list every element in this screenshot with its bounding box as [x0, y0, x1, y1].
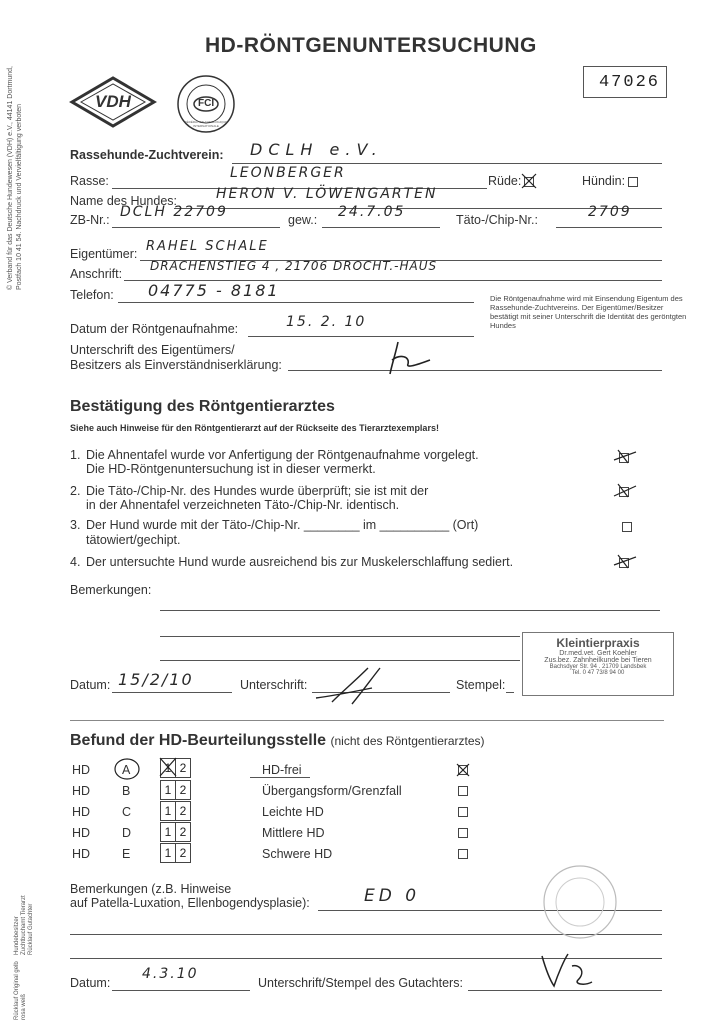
hd-row-e-grade: E	[122, 847, 131, 861]
verein-value: DCLH e.V.	[250, 140, 383, 159]
hd-row-a-label: HD	[72, 763, 91, 777]
telefon-value: 04775 - 8181	[148, 281, 280, 300]
hd-d-1[interactable]: 1	[161, 823, 176, 842]
item3-checkbox[interactable]	[622, 522, 632, 532]
gutachter-datum-line	[112, 990, 250, 991]
copyright-side-text: © Verband für das Deutsche Hundewesen (VDH) e.V., 44141 Dortmund, Postfach 10 41 54. Nachdruck und Vervielfältigung verboten	[7, 66, 23, 290]
owner-signature	[370, 338, 440, 378]
item4-checkbox[interactable]	[619, 558, 629, 568]
section-divider	[70, 720, 664, 721]
hd-row-b-grid	[160, 780, 191, 800]
item3-line1: Der Hund wurde mit der Täto-/Chip-Nr. ________ im __________ (Ort)	[86, 518, 479, 532]
unterschrift-label-1: Unterschrift des Eigentümers/	[70, 343, 235, 357]
hd-b-checkbox[interactable]	[458, 786, 468, 796]
hd-e-1[interactable]: 1	[161, 844, 176, 863]
form-number: 47026	[598, 73, 660, 92]
item2-checkbox[interactable]	[619, 487, 629, 497]
hd-e-checkbox[interactable]	[458, 849, 468, 859]
hd-row-e-text: Schwere HD	[262, 847, 333, 861]
ruede-checkbox[interactable]	[524, 177, 534, 187]
hd-b-1[interactable]: 1	[161, 781, 176, 800]
chip-line	[556, 227, 662, 228]
hd-row-c-text: Leichte HD	[262, 805, 324, 819]
hd-c-1[interactable]: 1	[161, 802, 176, 821]
datum-label: Datum der Röntgenaufnahme:	[70, 322, 239, 336]
hd-c-checkbox[interactable]	[458, 807, 468, 817]
ruede-label: Rüde:	[488, 174, 534, 188]
item2-line1: Die Täto-/Chip-Nr. des Hundes wurde überprüft; sie ist mit der	[86, 484, 429, 498]
unterschrift-line	[288, 370, 662, 371]
item1-checkbox[interactable]	[619, 453, 629, 463]
hd-row-d-grid	[160, 822, 191, 842]
gew-value: 24.7.05	[338, 204, 406, 220]
name-value: HERON V. LÖWENGARTEN	[216, 186, 438, 202]
hd-a-1[interactable]: 1	[161, 759, 176, 778]
anschrift-label: Anschrift:	[70, 267, 123, 281]
bottom-left-note-1: Hundebesitzer Zuchtbuchamt Tierarzt Rücklauf Gutachter	[14, 895, 34, 955]
vet-stamp: Kleintierpraxis Dr.med.vet. Gert Koehler Zus.bez. Zahnheilkunde bei Tieren Bachsdyer Str. 94 . 21709 Landsbek Tel. 0 47 73/8 94 00	[522, 632, 674, 696]
hd-row-e-label: HD	[72, 847, 91, 861]
huendin-label: Hündin:	[582, 174, 638, 188]
bemerkungen-line-1	[160, 610, 660, 611]
hd-frei-underline	[250, 777, 310, 778]
vdh-logo: VDH	[68, 74, 158, 130]
datum-value: 15. 2. 10	[286, 314, 367, 330]
hd-d-2[interactable]: 2	[176, 823, 191, 842]
hd-frei-checkbox[interactable]	[458, 765, 468, 775]
section3-title: Befund der HD-Beurteilungsstelle	[70, 732, 327, 749]
hd-a-2[interactable]: 2	[176, 759, 191, 778]
section2-title: Bestätigung des Röntgentierarztes	[70, 398, 335, 415]
hd-b-2[interactable]: 2	[176, 781, 191, 800]
huendin-checkbox[interactable]	[628, 177, 638, 187]
hd-row-d-label: HD	[72, 826, 91, 840]
chip-value: 2709	[588, 204, 632, 220]
rasse-label: Rasse:	[70, 174, 109, 188]
hd-e-2[interactable]: 2	[176, 844, 191, 863]
eigentuemer-label: Eigentümer:	[70, 247, 138, 261]
hd-row-c-grid	[160, 801, 191, 821]
hd-row-d-text: Mittlere HD	[262, 826, 325, 840]
chip-label: Täto-/Chip-Nr.:	[456, 213, 538, 227]
item1-line1: Die Ahnentafel wurde vor Anfertigung der Röntgenaufnahme vorgelegt.	[86, 448, 479, 462]
gutachter-bemerk-value: ED 0	[364, 886, 421, 906]
hd-row-e-grid	[160, 843, 191, 863]
vet-datum-value: 15/2/10	[118, 670, 194, 689]
item4-line1: Der untersuchte Hund wurde ausreichend bis zur Muskelerschlaffung sediert.	[86, 555, 514, 569]
hd-a-1-mark	[156, 754, 180, 780]
hd-row-c-grade: C	[122, 805, 132, 819]
form-number-box	[583, 66, 667, 98]
datum-line	[248, 336, 474, 337]
anschrift-value: DRACHENSTIEG 4 , 21706 DROCHT.-HAUS	[150, 259, 438, 273]
zb-line	[112, 227, 280, 228]
vet-stempel-label: Stempel:	[456, 678, 506, 692]
zb-label: ZB-Nr.:	[70, 213, 110, 227]
hd-row-a-grade: A	[122, 763, 131, 777]
gutachter-stamp	[540, 862, 620, 942]
item2-num: 2.	[70, 484, 81, 498]
gew-line	[322, 227, 440, 228]
telefon-label: Telefon:	[70, 288, 114, 302]
verein-label: Rassehunde-Zuchtverein:	[70, 148, 224, 162]
item4-num: 4.	[70, 555, 81, 569]
grade-a-circle	[112, 756, 142, 782]
bemerkungen-label: Bemerkungen:	[70, 583, 152, 597]
telefon-line	[118, 302, 474, 303]
gutachter-bemerk-label-2: auf Patella-Luxation, Ellenbogendysplasie):	[70, 896, 310, 910]
section2-subtitle: Siehe auch Hinweise für den Röntgentierarzt auf der Rückseite des Tierarztexemplars!	[70, 423, 439, 433]
hd-row-d-grade: D	[122, 826, 132, 840]
unterschrift-label-2: Besitzers als Einverständniserklärung:	[70, 358, 282, 372]
gutachter-unterschrift-label: Unterschrift/Stempel des Gutachters:	[258, 976, 463, 990]
hd-row-b-label: HD	[72, 784, 91, 798]
vet-datum-line	[112, 692, 232, 693]
item1-line2: Die HD-Röntgenuntersuchung ist in dieser vermerkt.	[86, 462, 376, 476]
item1-num: 1.	[70, 448, 81, 462]
hd-row-b-text: Übergangsform/Grenzfall	[262, 784, 402, 798]
gutachter-bemerk-label-1: Bemerkungen (z.B. Hinweise	[70, 882, 232, 896]
rasse-value: LEONBERGER	[230, 165, 346, 181]
bemerkungen-line-3	[160, 660, 520, 661]
vet-unterschrift-label: Unterschrift:	[240, 678, 308, 692]
vet-stempel-line	[506, 692, 514, 693]
vet-datum-label: Datum:	[70, 678, 111, 692]
hd-c-2[interactable]: 2	[176, 802, 191, 821]
bemerkungen-line-2	[160, 636, 520, 637]
hd-row-c-label: HD	[72, 805, 91, 819]
side-note: Die Röntgenaufnahme wird mit Einsendung Eigentum des Rassehunde-Zuchtvereins. Der Eigentümer/Besitzer bestätigt mit seiner Unterschrift die Identität des geröntgten Hundes	[490, 294, 687, 330]
item2-line2: in der Ahnentafel verzeichneten Täto-/Chip-Nr. identisch.	[86, 498, 400, 512]
page-title: HD-RÖNTGENUNTERSUCHUNG	[205, 34, 537, 57]
section3-header	[70, 732, 485, 750]
gutachter-signature	[536, 936, 596, 992]
bottom-left-note-2: Rücklauf Original gelb rosa weiß	[14, 961, 27, 1020]
verein-line	[232, 163, 662, 164]
fci-logo: FCI FÉDÉRATION CYNOLOGIQUE INTERNATIONALE	[176, 74, 236, 134]
hd-d-checkbox[interactable]	[458, 828, 468, 838]
section3-subtitle: (nicht des Röntgentierarztes)	[330, 734, 485, 748]
hd-row-b-grade: B	[122, 784, 131, 798]
item3-line2: tätowiert/gechipt.	[86, 533, 181, 547]
gutachter-datum-value: 4.3.10	[142, 966, 199, 982]
zb-value: DCLH 22709	[120, 204, 228, 220]
gutachter-datum-label: Datum:	[70, 976, 111, 990]
vet-signature	[312, 662, 402, 708]
item3-num: 3.	[70, 518, 81, 532]
eigentuemer-value: RAHEL SCHALE	[146, 239, 269, 254]
name-label: Name des Hundes:	[70, 194, 178, 208]
hd-row-a-text: HD-frei	[262, 763, 302, 777]
gew-label: gew.:	[288, 213, 318, 227]
